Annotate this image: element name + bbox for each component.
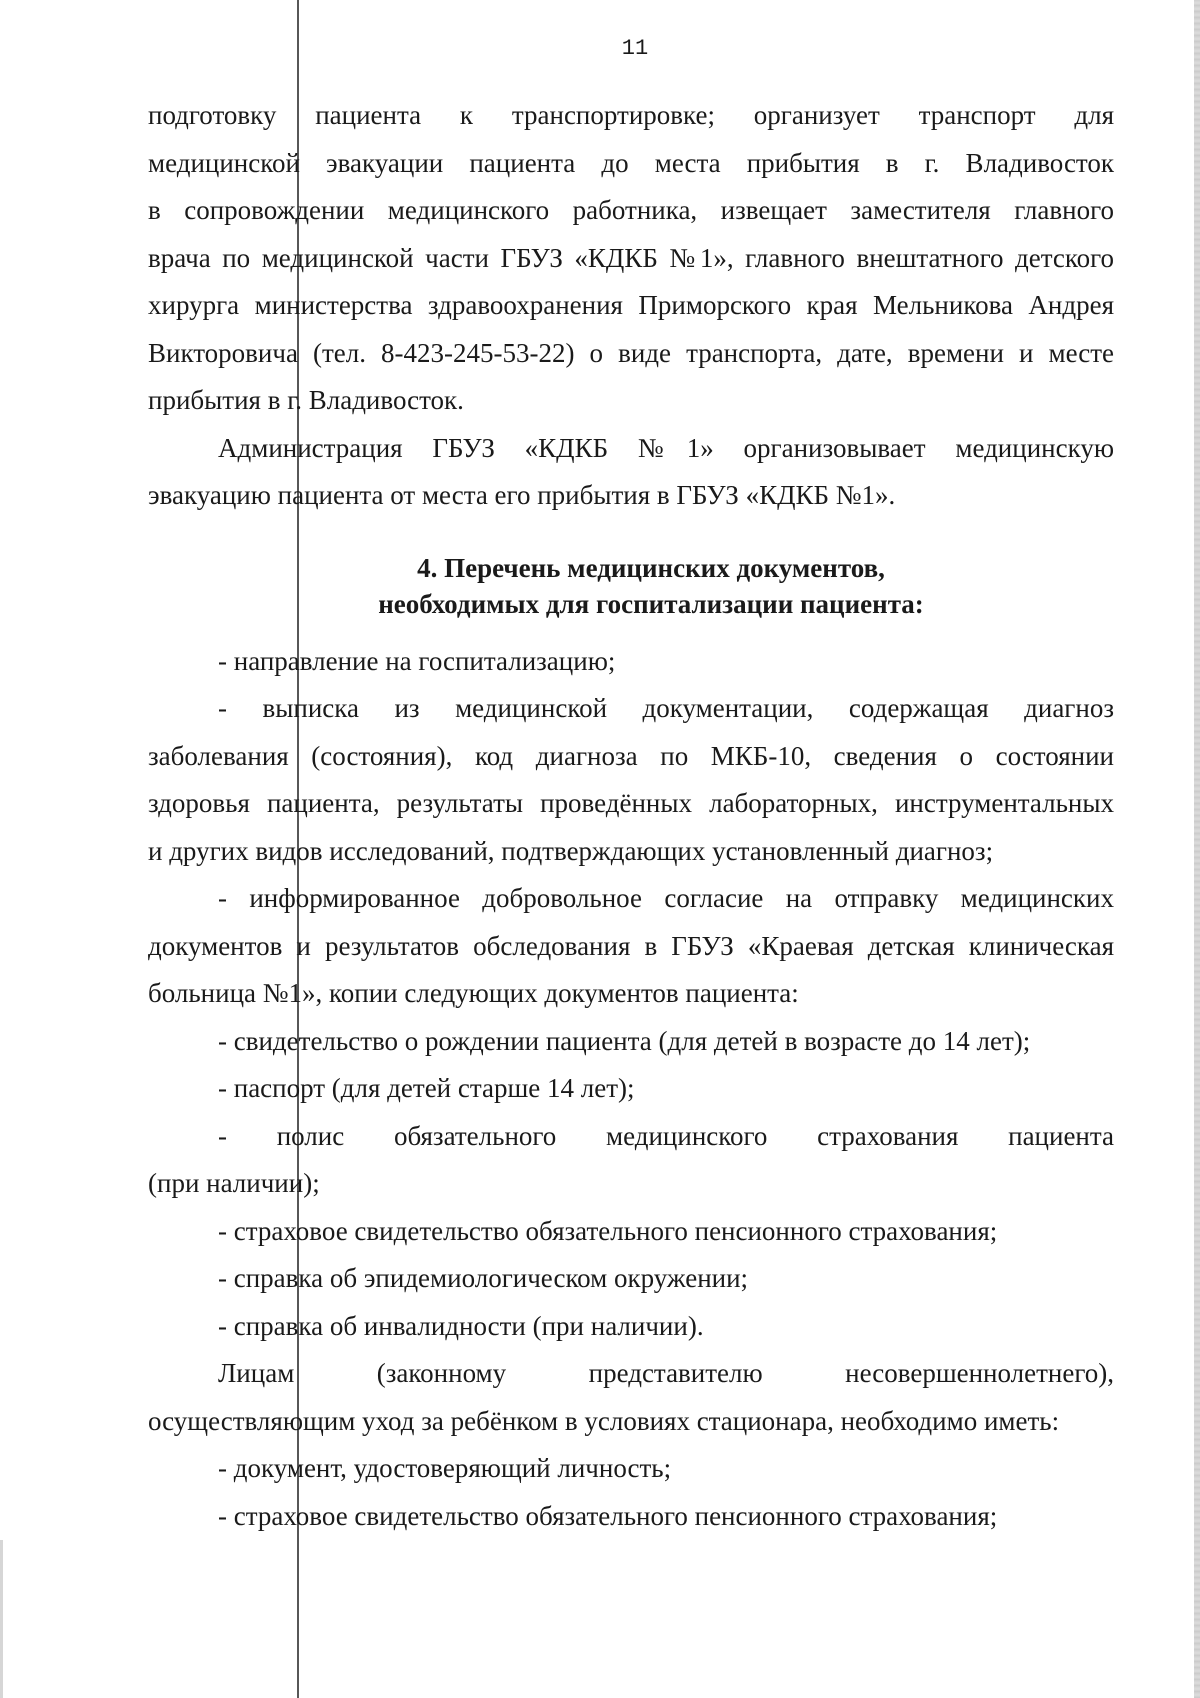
paragraph-caregivers xyxy=(148,1350,1114,1540)
list-item: - выписка из медицинской документации, содержащая диагноз xyxy=(218,693,1114,723)
heading-line: необходимых для госпитализации пациента: xyxy=(378,588,924,619)
text-line: осуществляющим уход за ребёнком в условиях стационара, необходимо иметь: xyxy=(148,1405,1060,1436)
list-item: - информированное добровольное согласие на отправку медицинских xyxy=(218,883,1114,913)
list-item: - полис обязательного медицинского страхования пациента xyxy=(218,1120,1114,1151)
paragraph-transport xyxy=(148,92,1114,425)
text-line: подготовку пациента к транспортировке; организует транспорт для xyxy=(148,100,1114,130)
list-item: - страховое свидетельство обязательного пенсионного страхования; xyxy=(218,1500,998,1531)
list-item: - свидетельство о рождении пациента (для детей в возрасте до 14 лет); xyxy=(218,1025,1031,1056)
text-line: и других видов исследований, подтверждающих установленный диагноз; xyxy=(148,835,994,866)
list-item: - страховое свидетельство обязательного пенсионного страхования; xyxy=(218,1215,998,1246)
text-line: Викторовича (тел. 8-423-245-53-22) о виде транспорта, дате, времени и месте xyxy=(148,337,1114,368)
paragraph-administration xyxy=(148,425,1114,520)
scan-edge xyxy=(1194,0,1200,1698)
text-line: заболевания (состояния), код диагноза по МКБ-10, сведения о состоянии xyxy=(148,740,1114,771)
text-line: Лицам (законному представителю несовершеннолетнего), xyxy=(218,1358,1114,1388)
text-line: прибытия в г. Владивосток. xyxy=(148,385,464,415)
list-item: - справка об эпидемиологическом окружении; xyxy=(218,1263,749,1293)
text-line: Администрация ГБУЗ «КДКБ №1» организовывает медицинскую xyxy=(218,432,1114,463)
list-item: - направление на госпитализацию; xyxy=(218,645,616,676)
document-body xyxy=(148,92,1114,1540)
text-line: хирурга министерства здравоохранения Приморского края Мельникова Андрея xyxy=(148,290,1114,320)
section-heading xyxy=(148,550,1114,622)
list-item: - документ, удостоверяющий личность; xyxy=(218,1453,672,1483)
text-line: эвакуацию пациента от места его прибытия в ГБУЗ «КДКБ №1». xyxy=(148,480,896,510)
text-line: в сопровождении медицинского работника, извещает заместителя главного xyxy=(148,195,1114,225)
text-line: здоровья пациента, результаты проведённых лабораторных, инструментальных xyxy=(148,788,1114,818)
list-item: - справка об инвалидности (при наличии). xyxy=(218,1310,704,1341)
text-line: (при наличии); xyxy=(148,1168,320,1198)
page-number: 11 xyxy=(621,36,649,61)
text-line: врача по медицинской части ГБУЗ «КДКБ №1», главного внештатного детского xyxy=(148,242,1114,273)
text-line: больница №1», копии следующих документов пациента: xyxy=(148,978,799,1008)
text-line: документов и результатов обследования в ГБУЗ «Краевая детская клиническая xyxy=(148,930,1114,961)
scan-mark xyxy=(0,1540,3,1698)
document-list xyxy=(148,638,1114,1351)
heading-line: 4. Перечень медицинских документов, xyxy=(417,552,885,583)
list-item: - паспорт (для детей старше 14 лет); xyxy=(218,1073,635,1103)
text-line: медицинской эвакуации пациента до места прибытия в г. Владивосток xyxy=(148,147,1114,178)
